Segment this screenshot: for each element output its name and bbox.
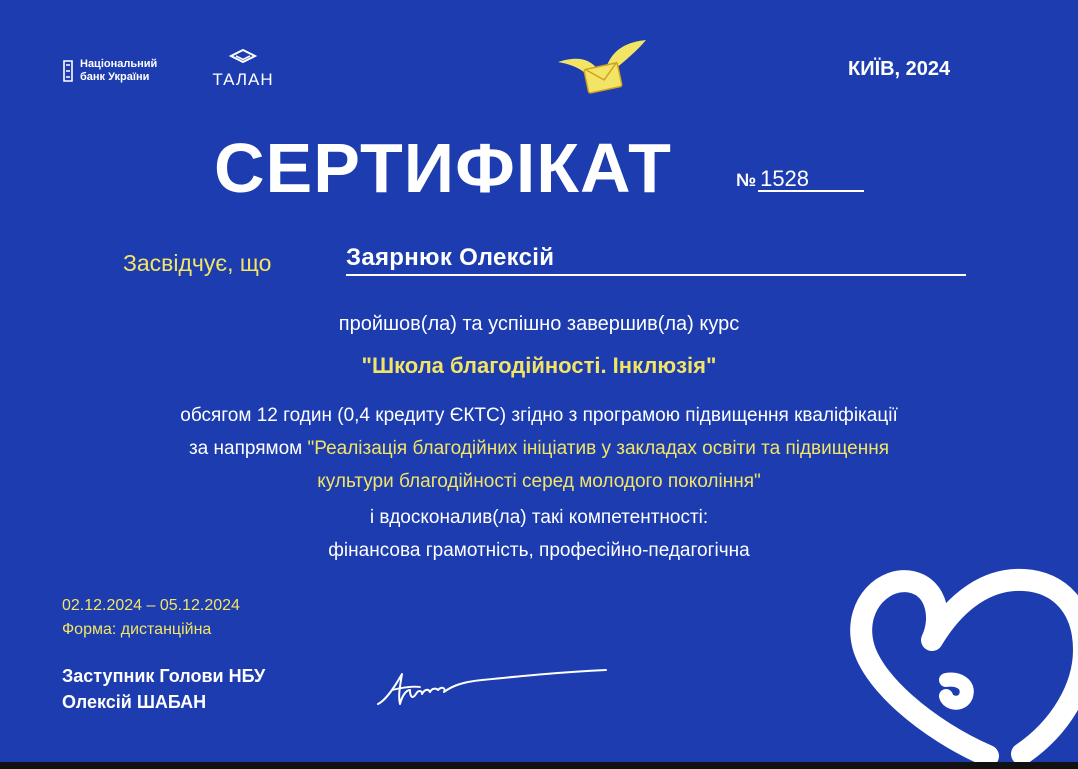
city-year: КИЇВ, 2024 (848, 58, 951, 80)
flying-envelope-icon (550, 36, 650, 98)
number-value: 1528 (758, 168, 864, 192)
signature-icon (372, 660, 612, 714)
signer-block (62, 663, 265, 715)
nbu-emblem-icon (62, 60, 74, 82)
improved-text: і вдосконалив(ла) такі компетентності: (369, 507, 709, 528)
direction-line-2 (0, 471, 1078, 493)
direction-prefix: за напрямом (188, 438, 308, 459)
certifies-label: Засвідчує, що (123, 250, 272, 276)
certificate-title: СЕРТИФІКАТ (214, 129, 672, 207)
competencies-text: фінансова грамотність, професійно-педагогічна (328, 540, 750, 561)
direction-name-1: "Реалізація благодійних ініціатив у закладах освіти та підвищення (307, 438, 890, 459)
study-form: Форма: дистанційна (62, 621, 212, 638)
date-range: 02.12.2024 – 05.12.2024 (62, 597, 240, 614)
completed-text: пройшов(ла) та успішно завершив(ла) курс (338, 313, 740, 335)
course-dates (62, 594, 240, 642)
nbu-name-line2: банк України (80, 71, 150, 83)
talan-emblem-icon (228, 48, 258, 66)
number-sign: № (736, 170, 757, 190)
nbu-name-line1: Національний (80, 58, 158, 70)
recipient-name: Заярнюк Олексій (346, 244, 966, 276)
direction-line-1 (0, 438, 1078, 460)
talan-name: ТАЛАН (212, 70, 274, 89)
signer-position: Заступник Голови НБУ (62, 666, 266, 686)
signer-name: Олексій ШАБАН (62, 692, 207, 712)
course-name: "Школа благодійності. Інклюзія" (361, 353, 717, 378)
certificate-number (736, 168, 864, 192)
bottom-border (0, 762, 1078, 769)
nbu-name (80, 58, 157, 84)
talan-logo (207, 48, 279, 90)
nbu-logo (62, 58, 157, 84)
volume-text: обсягом 12 годин (0,4 кредиту ЄКТС) згідно з програмою підвищення кваліфікації (180, 405, 898, 426)
heart-icon (838, 560, 1078, 762)
direction-name-2: культури благодійності серед молодого покоління" (317, 471, 761, 492)
